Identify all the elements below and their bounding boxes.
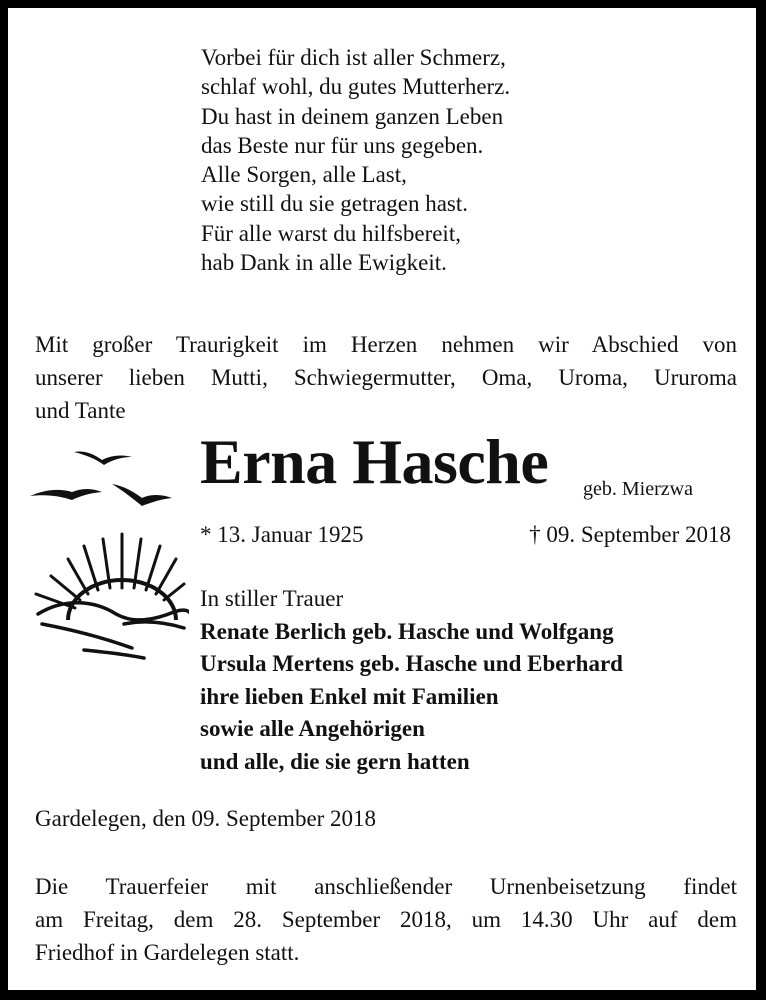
- poem-line: Du hast in deinem ganzen Leben: [201, 103, 504, 129]
- place-and-date: Gardelegen, den 09. September 2018: [35, 806, 377, 831]
- death-date: † 09. September 2018: [529, 522, 731, 547]
- poem-line: hab Dank in alle Ewigkeit.: [201, 250, 447, 276]
- mourning-label: In stiller Trauer: [200, 586, 344, 611]
- mourner-entry: Ursula Mertens geb. Hasche und Eberhard: [200, 651, 623, 677]
- mourner-entry: Renate Berlich geb. Hasche und Wolfgang: [200, 619, 614, 644]
- mourner-entry: und alle, die sie gern hatten: [200, 748, 470, 774]
- intro-line: und Tante: [35, 398, 126, 423]
- poem-line: Alle Sorgen, alle Last,: [201, 162, 407, 188]
- poem-line: schlaf wohl, du gutes Mutterherz.: [201, 74, 511, 100]
- maiden-name: geb. Mierzwa: [583, 478, 693, 500]
- deceased-name: Erna Hasche: [200, 426, 549, 497]
- service-line: Die Trauerfeier mit anschließender Urnenbeisetzung findet: [35, 874, 737, 899]
- birds-icon: [30, 451, 172, 506]
- sun-rays-icon: [36, 534, 184, 608]
- mourners-list: [200, 616, 623, 778]
- service-line: Friedhof in Gardelegen statt.: [35, 940, 300, 965]
- memorial-poem: [201, 43, 510, 277]
- intro-line: Mit großer Traurigkeit im Herzen nehmen wir Abschied von: [35, 332, 737, 357]
- obituary-notice: [8, 8, 756, 990]
- poem-line: Vorbei für dich ist aller Schmerz,: [201, 45, 506, 70]
- intro-line: unserer lieben Mutti, Schwiegermutter, Oma, Uroma, Ururoma: [35, 365, 737, 390]
- poem-line: Für alle warst du hilfsbereit,: [201, 220, 461, 246]
- birth-date: * 13. Januar 1925: [200, 522, 364, 547]
- mourner-entry: ihre lieben Enkel mit Familien: [200, 683, 499, 709]
- dunes-icon: [38, 603, 189, 658]
- farewell-intro: [35, 328, 737, 427]
- poem-line: das Beste nur für uns gegeben.: [201, 132, 484, 158]
- poem-line: wie still du sie getragen hast.: [201, 191, 468, 217]
- funeral-service-info: [35, 870, 737, 969]
- mourner-entry: sowie alle Angehörigen: [200, 716, 425, 742]
- service-line: am Freitag, dem 28. September 2018, um 14.30 Uhr auf dem: [35, 907, 737, 932]
- birds-and-sunset-illustration: [24, 438, 189, 663]
